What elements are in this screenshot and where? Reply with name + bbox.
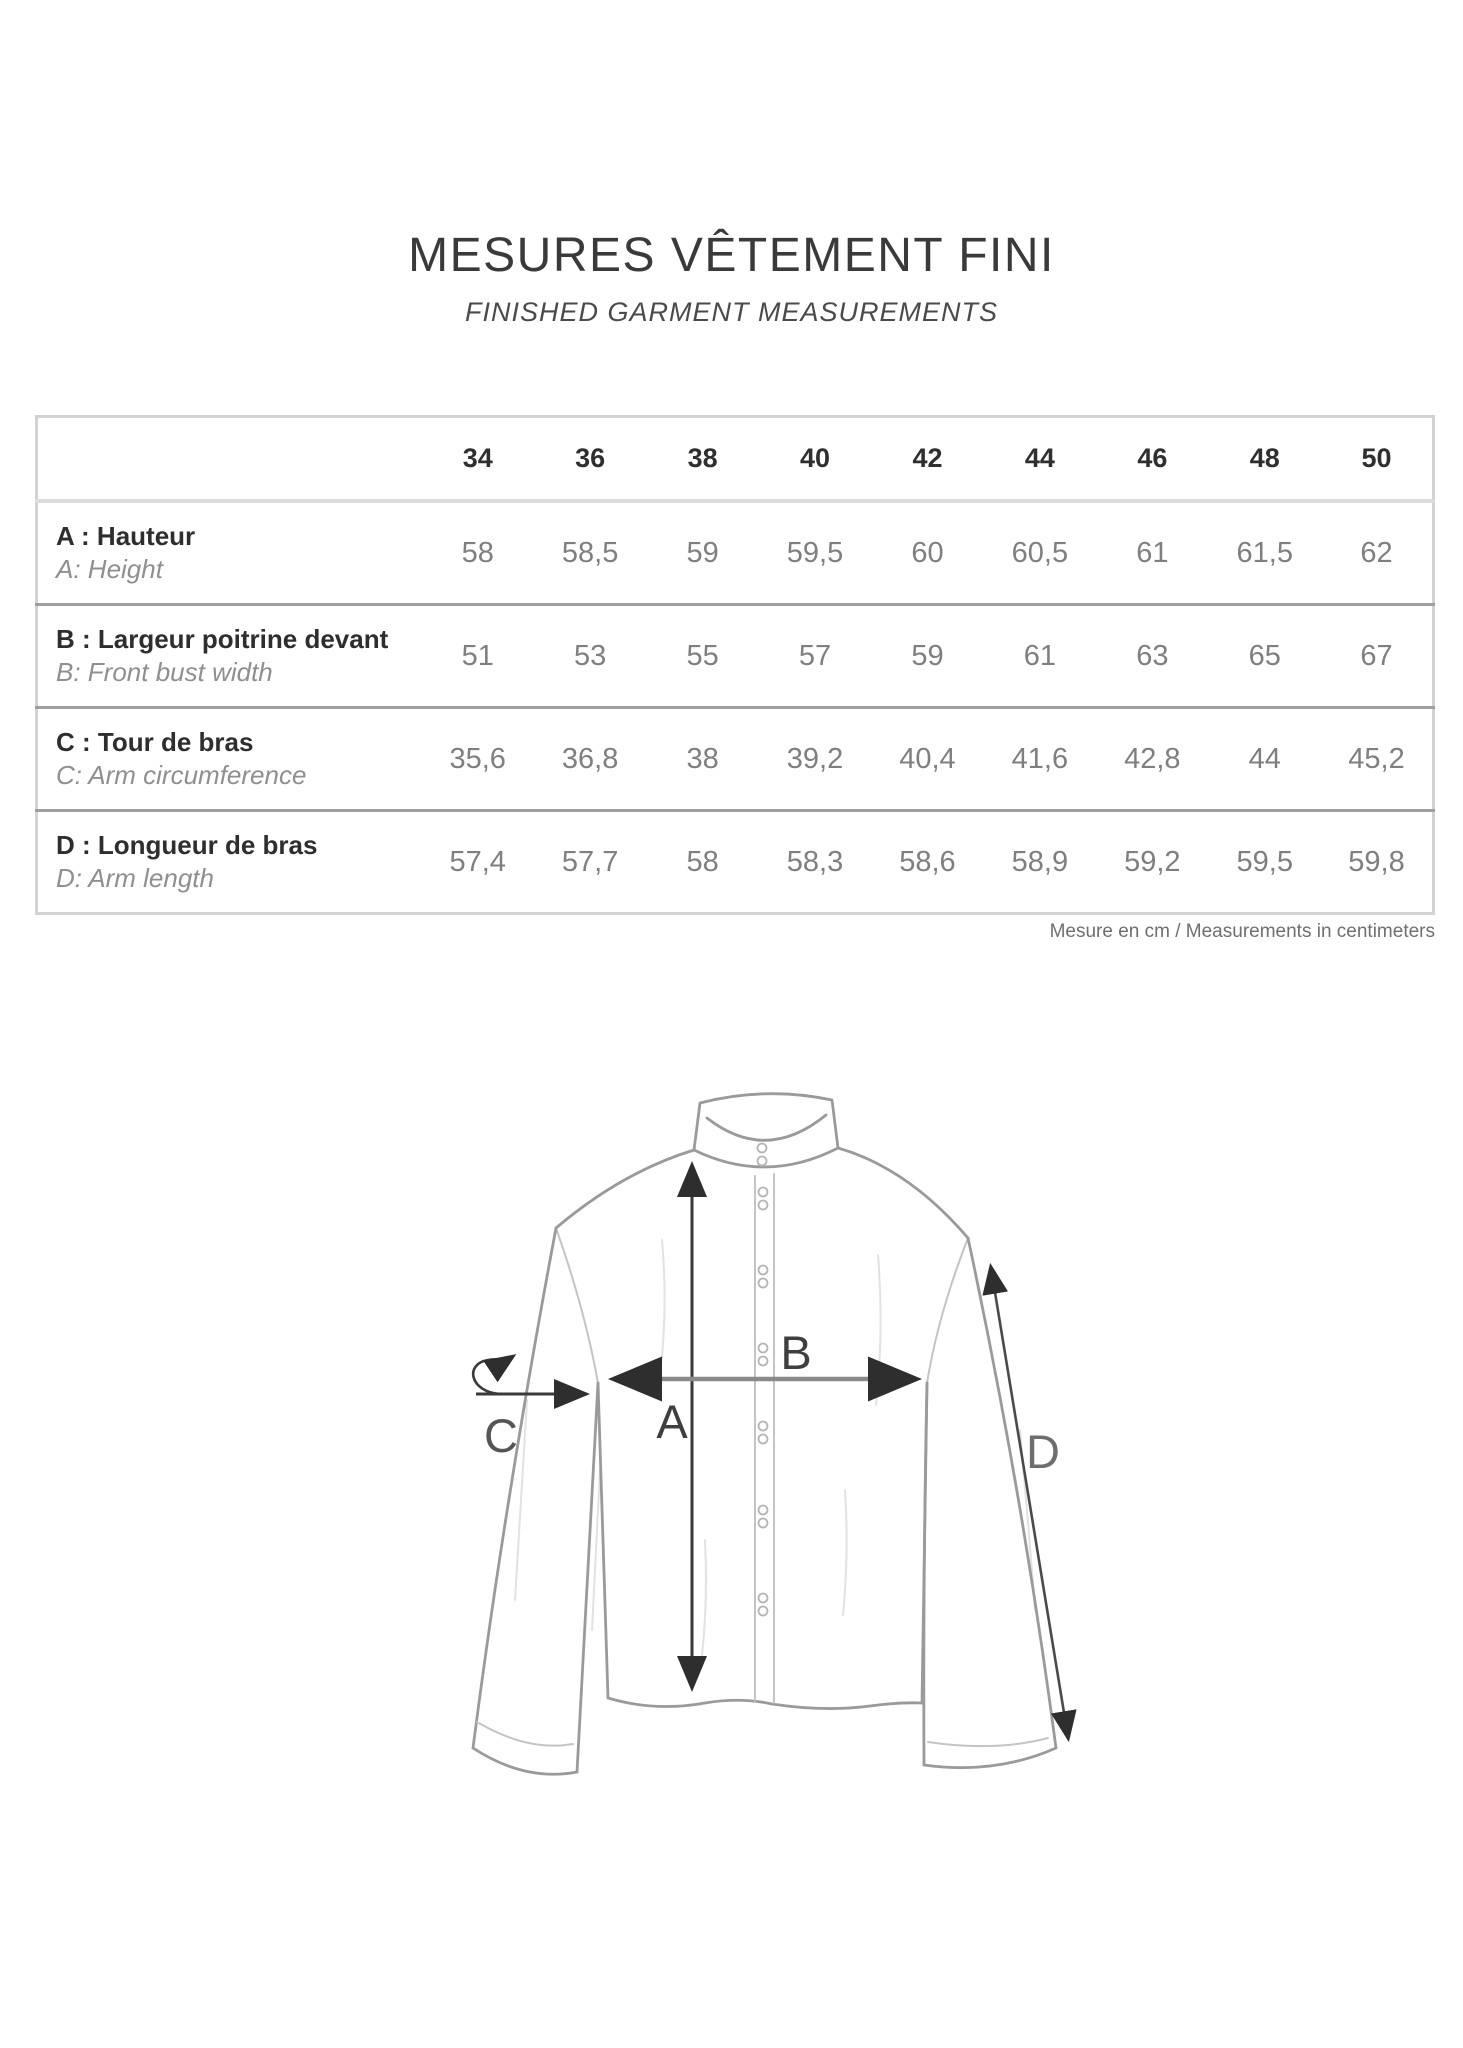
armhole-seam-left bbox=[556, 1228, 598, 1383]
button bbox=[759, 1266, 768, 1275]
cuff-fold-right bbox=[928, 1738, 1048, 1746]
row-label-fr: B : Largeur poitrine devant bbox=[56, 624, 389, 654]
row-label-fr: D : Longueur de bras bbox=[56, 830, 318, 860]
shoulder-seam-left bbox=[556, 1150, 694, 1228]
row-label-en: B: Front bust width bbox=[56, 657, 273, 687]
value-cell: 59 bbox=[871, 605, 983, 708]
sleeve-outer-right bbox=[968, 1238, 1056, 1748]
button bbox=[759, 1506, 768, 1515]
size-header: 46 bbox=[1096, 417, 1208, 502]
button bbox=[758, 1144, 767, 1153]
cuff-fold-left bbox=[477, 1722, 573, 1746]
value-cell: 40,4 bbox=[871, 708, 983, 811]
value-cell: 61 bbox=[1136, 536, 1169, 569]
body-side-left bbox=[598, 1383, 608, 1698]
row-label-cell bbox=[37, 605, 422, 708]
measure-label-a: A bbox=[656, 1395, 688, 1448]
collar-inner-neckline bbox=[707, 1115, 826, 1140]
hem bbox=[608, 1698, 922, 1709]
value-cell: 58,3 bbox=[759, 811, 871, 914]
measurements-table bbox=[35, 415, 1435, 915]
value-cell: 38 bbox=[646, 708, 758, 811]
value-cell: 58,9 bbox=[984, 811, 1096, 914]
value-cell: 57,7 bbox=[534, 811, 646, 914]
button bbox=[759, 1188, 768, 1197]
value-cell: 57 bbox=[759, 605, 871, 708]
measure-arrow-d bbox=[991, 1268, 1068, 1737]
cuff-right bbox=[924, 1748, 1056, 1768]
row-label-cell bbox=[37, 708, 422, 811]
button bbox=[759, 1607, 768, 1616]
table-row-height bbox=[37, 501, 1434, 605]
value-cell: 60 bbox=[911, 536, 944, 569]
table-row-bust-width bbox=[37, 605, 1434, 708]
value-cell: 53 bbox=[534, 605, 646, 708]
button bbox=[759, 1279, 768, 1288]
value-cell: 61,5 bbox=[1236, 536, 1293, 569]
table-row-arm-length bbox=[37, 811, 1434, 914]
measure-label-c: C bbox=[484, 1409, 518, 1462]
value-cell: 59,2 bbox=[1096, 811, 1208, 914]
row-label-en: C: Arm circumference bbox=[56, 760, 307, 790]
size-header: 48 bbox=[1209, 417, 1321, 502]
row-label-en: A: Height bbox=[56, 554, 163, 584]
value-cell: 42,8 bbox=[1096, 708, 1208, 811]
size-header: 34 bbox=[422, 417, 534, 502]
value-cell: 57,4 bbox=[422, 811, 534, 914]
garment-diagram bbox=[390, 1030, 1170, 1890]
value-cell: 51 bbox=[422, 605, 534, 708]
value-cell: 58 bbox=[646, 811, 758, 914]
measurement-arrows bbox=[473, 1167, 1068, 1737]
row-label-cell bbox=[37, 501, 422, 605]
row-label-cell bbox=[37, 811, 422, 914]
value-cell: 41,6 bbox=[984, 708, 1096, 811]
page-title: MESURES VÊTEMENT FINI bbox=[408, 229, 1055, 282]
row-label-fr: C : Tour de bras bbox=[56, 727, 254, 757]
shoulder-seam-right bbox=[838, 1148, 968, 1238]
value-cell: 62 bbox=[1360, 536, 1393, 569]
value-cell: 67 bbox=[1321, 605, 1434, 708]
button bbox=[759, 1435, 768, 1444]
sleeve-outer-left bbox=[473, 1228, 556, 1748]
button bbox=[759, 1594, 768, 1603]
size-header: 40 bbox=[759, 417, 871, 502]
value-cell: 59 bbox=[686, 536, 719, 569]
armhole-seam-right bbox=[927, 1238, 968, 1383]
measurement-labels bbox=[484, 1326, 1060, 1478]
size-header-row bbox=[37, 417, 1434, 502]
button bbox=[758, 1157, 767, 1166]
size-header: 44 bbox=[984, 417, 1096, 502]
units-note: Mesure en cm / Measurements in centimeters bbox=[1049, 921, 1435, 942]
size-header: 42 bbox=[871, 417, 983, 502]
value-cell: 59,8 bbox=[1321, 811, 1434, 914]
collar bbox=[694, 1094, 838, 1167]
measure-label-d: D bbox=[1026, 1425, 1060, 1478]
value-cell: 65 bbox=[1209, 605, 1321, 708]
value-cell: 35,6 bbox=[422, 708, 534, 811]
value-cell: 44 bbox=[1209, 708, 1321, 811]
size-header: 50 bbox=[1321, 417, 1434, 502]
button bbox=[759, 1519, 768, 1528]
row-label-fr: A : Hauteur bbox=[56, 521, 196, 551]
value-cell: 58,6 bbox=[871, 811, 983, 914]
value-cell: 36,8 bbox=[534, 708, 646, 811]
value-cell: 59,5 bbox=[1209, 811, 1321, 914]
value-cell: 59,5 bbox=[786, 536, 844, 569]
value-cell: 63 bbox=[1096, 605, 1208, 708]
button bbox=[759, 1201, 768, 1210]
value-cell: 45,2 bbox=[1321, 708, 1434, 811]
button bbox=[759, 1357, 768, 1366]
page-subtitle: FINISHED GARMENT MEASUREMENTS bbox=[464, 297, 999, 327]
value-cell: 58 bbox=[461, 536, 494, 569]
button bbox=[759, 1422, 768, 1431]
size-header: 36 bbox=[534, 417, 646, 502]
empty-header-cell bbox=[37, 417, 422, 502]
measure-arrow-c-loop bbox=[473, 1357, 545, 1394]
value-cell: 60,5 bbox=[1011, 536, 1069, 569]
table-row-arm-circumference bbox=[37, 708, 1434, 811]
cuff-left bbox=[473, 1748, 577, 1774]
value-cell: 58,5 bbox=[561, 536, 619, 569]
value-cell: 39,2 bbox=[759, 708, 871, 811]
value-cell: 55 bbox=[646, 605, 758, 708]
size-header: 38 bbox=[646, 417, 758, 502]
value-cell: 61 bbox=[984, 605, 1096, 708]
measure-label-b: B bbox=[780, 1326, 812, 1379]
row-label-en: D: Arm length bbox=[56, 863, 214, 893]
button bbox=[759, 1344, 768, 1353]
